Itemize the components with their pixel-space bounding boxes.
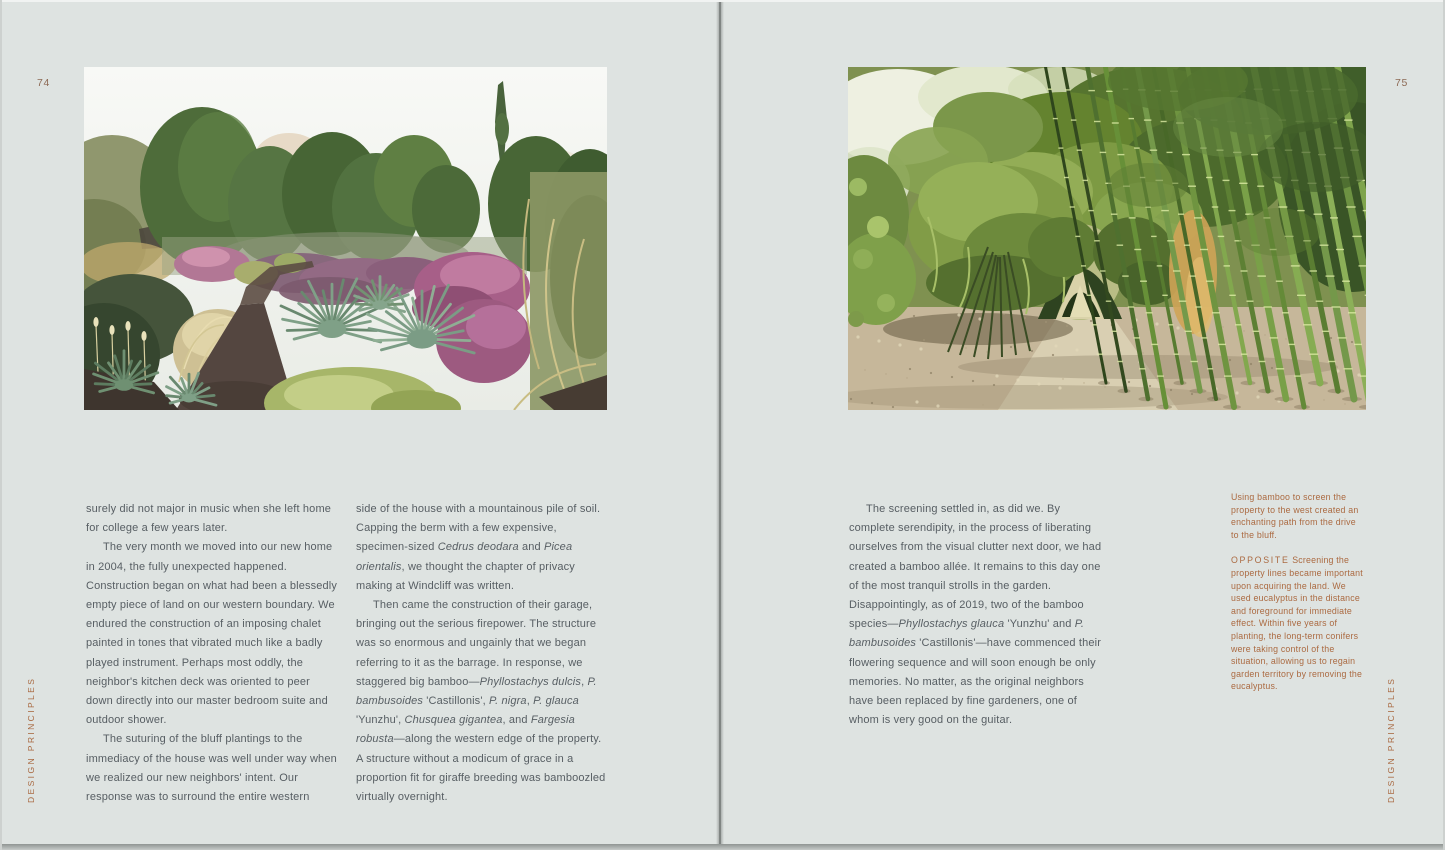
paragraph: The suturing of the bluff plantings to the immediacy of the house was well under way when we realized our new neighbors' intent. Our response was to surround the entire western [86,733,337,804]
paragraph: side of the house with a mountainous pile of soil. Capping the berm with a few expensive, specimen-sized Cedrus deodara and Picea orientalis, we thought the chapter of privacy making at Windcliff was written. [356,503,601,592]
paragraph: The screening settled in, as did we. By complete serendipity, in the process of liberating ourselves from the visual clutter next door, we had created a bamboo allée. It remains to this day one of the most tranquil strolls in the garden. Disappointingly, as of 2019, two of the bamboo species—Phyllostachys glauca 'Yunzhu' and P. bambusoides 'Castillonis'—have commenced their flowering sequence and will soon enough be only memories. No matter, as the original neighbors have been replaced by fine gardeners, one of whom is very good on the guitar. [849,503,1102,727]
left-page-column-2 [356,500,610,807]
paragraph: surely did not major in music when she left home for college a few years later. [86,503,332,535]
sidebar-label-right: DESIGN PRINCIPLES [1386,676,1396,803]
sidebar-label-left: DESIGN PRINCIPLES [26,676,36,803]
bamboo-photo-illustration [848,67,1366,410]
caption-paragraph: Using bamboo to screen the property to the west created an enchanting path from the drive to the bluff. [1231,492,1359,540]
spread-edge-left [0,0,2,850]
paragraph: The very month we moved into our new home in 2004, the fully unexpected happened. Construction began on what had been a blessedly empty piece of land on our western boundary. We endured the construction of an imposing chalet painted in tones that vibrated much like a badly played instrument. Perhaps most oddly, the neighbor's kitchen deck was oriented to peer down directly into our master bedroom suite and outdoor shower. [86,541,338,727]
garden-photo [84,67,607,410]
bamboo-photo [848,67,1366,410]
page-gutter [716,0,724,850]
right-page-column [849,500,1106,730]
left-page-column-1 [86,500,338,807]
spread-edge-top [0,0,1445,2]
caption-paragraph: OPPOSITE Screening the property lines became important upon acquiring the land. We used eucalyptus in the distance and foreground for immediate effect. Within five years of planting, the long-term conifers were taking control of the situation, allowing us to regain garden territory by removing the eucalyptus. [1231,555,1363,692]
garden-photo-illustration [84,67,607,410]
spread-edge-bottom [0,844,1445,850]
page-number-left: 74 [37,77,50,89]
photo-captions [1231,491,1365,706]
page-number-right: 75 [1395,77,1408,89]
paragraph: Then came the construction of their garage, bringing out the serious firepower. The structure was so enormous and ungainly that we began referring to it as the barrage. In response, we staggered big bamboo—Phyllostachys dulcis, P. bambusoides 'Castillonis', P. nigra, P. glauca 'Yunzhu', Chusquea gigantea, and Fargesia robusta—along the western edge of the property. A structure without a modicum of grace in a proportion fit for giraffe breeding was bamboozled virtually overnight. [356,599,606,804]
